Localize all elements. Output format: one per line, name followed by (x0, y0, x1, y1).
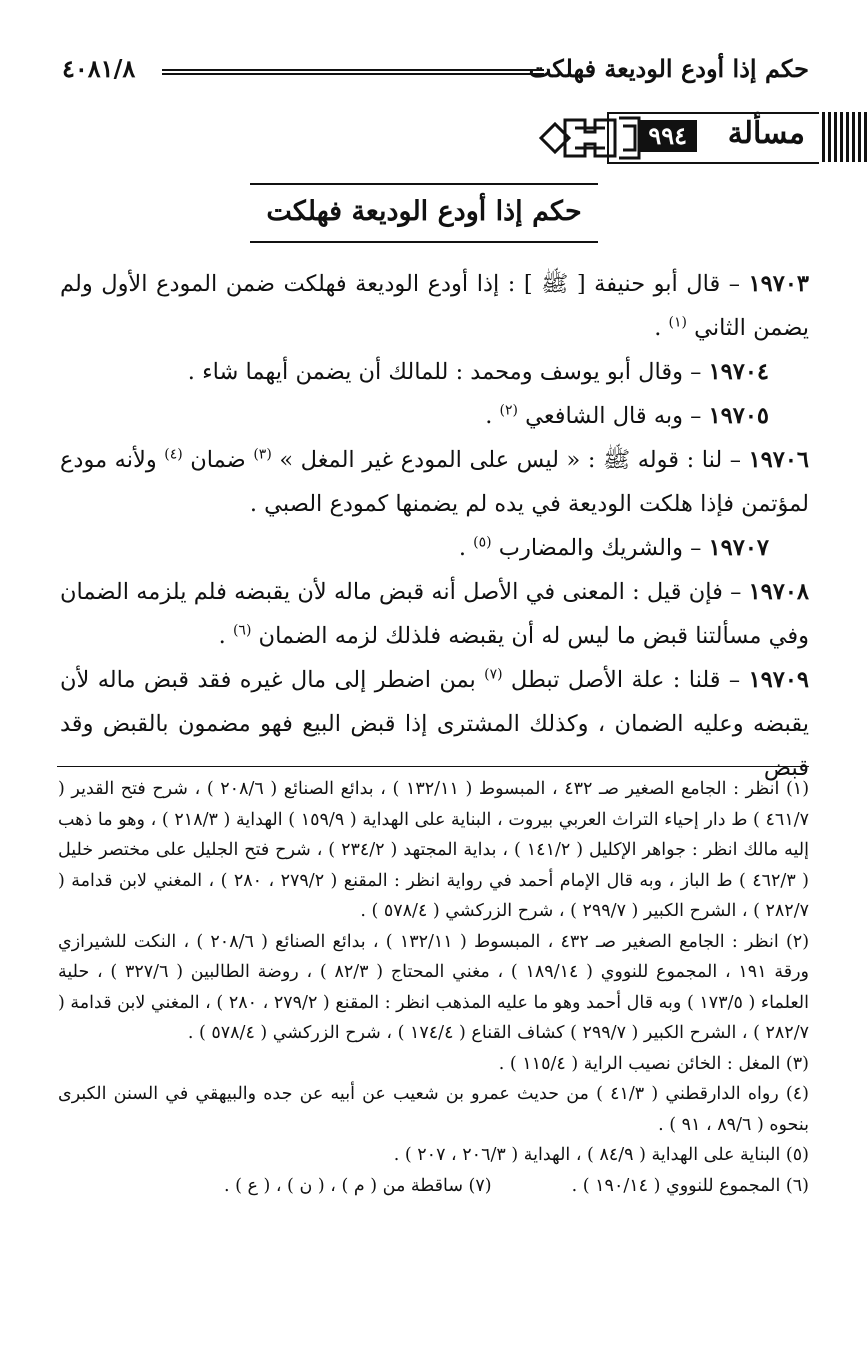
footnotes (58, 774, 809, 1201)
running-title: حكم إذا أودع الوديعة فهلكت (528, 54, 809, 83)
footnote-separator (57, 766, 809, 767)
footnote-marker: (٦) (232, 622, 252, 639)
masala-label: مسألة (727, 116, 805, 151)
paragraph-text: – وقال أبو يوسف ومحمد : للمالك أن يضمن أيهما شاء . (187, 359, 709, 385)
issue-number: ١٩٧٠٩ (748, 667, 809, 693)
footnote-marker: (٤) (164, 446, 183, 463)
footnote-3: (٣) المغل : الخائن نصيب الراية ( ١١٥/٤ ) . (498, 1053, 809, 1074)
paragraph-text: . (458, 535, 474, 561)
masala-number: ٩٩٤ (638, 120, 697, 152)
paragraph-19704 (60, 350, 809, 394)
issue-number: ١٩٧٠٨ (748, 579, 809, 605)
paragraph-19703 (60, 262, 809, 350)
paragraph-text: – فإن قيل : المعنى في الأصل أنه قبض ماله لأن يقبضه فلم يلزمه الضمان وفي مسألتنا قبض ما ليس له أن يقبضه فلذلك لزمه الضمان (60, 579, 809, 649)
paragraph-text: بمن اضطر إلى مال غيره فقد قبض ماله لأن يقبضه وعليه الضمان ، وكذلك المشترى إذا قبض البيع فهو مضمون بالقبض وقد قبض (60, 667, 809, 781)
paragraph-text: – لنا : قوله ﷺ : « ليس على المودع غير المغل » (271, 447, 749, 473)
paragraph-text: – وبه قال الشافعي (518, 403, 709, 429)
paragraph-19707 (60, 526, 809, 570)
main-text (60, 262, 809, 790)
issue-number: ١٩٧٠٦ (748, 447, 810, 473)
footnote-2: (٢) انظر : الجامع الصغير صـ ٤٣٢ ، المبسوط ( ١٣٢/١١ ) ، بدائع الصنائع ( ٢٠٨/٦ ) ، النكت للشيرازي ورقة ١٩١ ، المجموع للنووي ( ١٨٩/١٤ ) ، مغني المحتاج ( ٨٢/٣ ) ، روضة الطالبين ( ٣٢٧/٦ ) ، حلية العلماء ( ١٧٣/٥ ) وبه قال أحمد وهو ما عليه المذهب انظر : المقنع ( ٢٧٩/٢ ، ٢٨٠ ) ، المغني لابن قدامة ( ٢٨٢/٧ ) ، الشرح الكبير ( ٢٩٩/٧ ) كشاف القناع ( ١٧٤/٤ ) ، شرح الزركشي ( ٥٧٨/٤ ) . (58, 931, 810, 1043)
paragraph-text: – والشريك والمضارب (491, 535, 709, 561)
footnote-marker: (١) (668, 314, 688, 331)
footnote-marker: (٢) (499, 402, 518, 419)
issue-number: ١٩٧٠٧ (708, 535, 769, 561)
paragraph-19706 (60, 438, 809, 526)
paragraph-19709 (60, 658, 809, 790)
footnote-marker: (٥) (473, 534, 492, 551)
section-title-box (250, 183, 598, 243)
paragraph-text: ضمان (182, 447, 254, 473)
paragraph-text: – قلنا : علة الأصل تبطل (502, 667, 749, 693)
running-header (62, 52, 809, 92)
knot-ornament-icon (535, 110, 645, 166)
footnote-4: (٤) رواه الدارقطني ( ٤١/٣ ) من حديث عمرو بن شعيب عن أبيه عن جده والبيهقي في السنن الكبرى بنحوه ( ٨٩/٦ ، ٩١ ) . (58, 1084, 809, 1135)
footnote-7: (٧) ساقطة من ( م ) ، ( ن ) ، ( ع ) . (223, 1175, 492, 1196)
issue-number: ١٩٧٠٥ (708, 403, 769, 429)
footnote-marker: (٧) (484, 666, 503, 683)
paragraph-19705 (60, 394, 809, 438)
issue-number: ١٩٧٠٤ (708, 359, 769, 385)
section-title: حكم إذا أودع الوديعة فهلكت (266, 196, 582, 227)
paragraph-text: ولأنه مودع لمؤتمن فإذا هلكت الوديعة في يده لم يضمنها كمودع الصبي . (60, 447, 809, 517)
footnote-6: (٦) المجموع للنووي ( ١٩٠/١٤ ) . (571, 1175, 809, 1196)
footnote-marker: (٣) (253, 446, 272, 463)
footnote-1: (١) انظر : الجامع الصغير صـ ٤٣٢ ، المبسوط ( ١٣٢/١١ ) ، بدائع الصنائع ( ٢٠٨/٦ ) ، شرح فتح القدير ( ٤٦١/٧ ) ط دار إحياء التراث العربي بيروت ، البناية على الهداية ( ١٥٩/٩ ) الهداية ( ٢١٨/٣ ) ، وهو ما ذهب إليه مالك انظر : جواهر الإكليل ( ١٤١/٢ ) ، بداية المجتهد ( ٢٣٤/٢ ) ، شرح فتح الجليل على مختصر خليل ( ٤٦٢/٣ ) ط الباز ، وبه قال الإمام أحمد في رواية انظر : المقنع ( ٢٧٩/٢ ، ٢٨٠ ) ، المغني لابن قدامة ( ٢٨٢/٧ ) ، الشرح الكبير ( ٢٩٩/٧ ) ، شرح الزركشي ( ٥٧٨/٤ ) . (58, 779, 810, 921)
paragraph-text: . (218, 623, 233, 649)
page-reference: ٤٠٨١/٨ (62, 54, 136, 83)
paragraph-text: . (654, 315, 669, 341)
issue-number: ١٩٧٠٣ (748, 271, 809, 297)
paragraph-text: – قال أبو حنيفة [ ﷺ ] : إذا أودع الوديعة فهلكت ضمن المودع الأول ولم يضمن الثاني (60, 271, 809, 341)
footnote-5: (٥) البناية على الهداية ( ٨٤/٩ ) ، الهداية ( ٢٠٦/٣ ، ٢٠٧ ) . (393, 1145, 809, 1165)
striped-bar-ornament (819, 112, 867, 162)
paragraph-19708 (60, 570, 809, 658)
footnote-row (58, 1171, 809, 1202)
paragraph-text: . (485, 403, 500, 429)
header-rule (162, 69, 544, 75)
